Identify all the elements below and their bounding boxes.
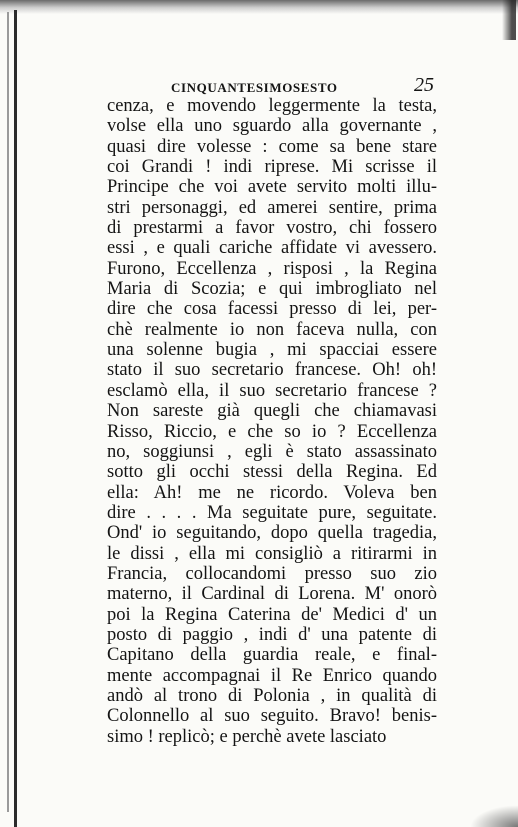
page-spine-inner-edge	[7, 12, 9, 812]
text-line: esclamò ella, il suo secretario francese ?	[107, 380, 437, 401]
text-line: una solenne bugia , mi spacciai essere	[107, 340, 437, 361]
text-line: stri personaggi, ed amerei sentire, prima	[107, 197, 437, 218]
page-number: 25	[414, 74, 434, 96]
page-spine-edge	[14, 10, 17, 827]
running-head: CINQUANTESIMOSESTO	[171, 80, 338, 95]
text-line: di prestarmi a favor vostro, chi fossero	[107, 218, 437, 239]
text-line: Francia, collocandomi presso suo zio	[107, 563, 437, 584]
text-line: coi Grandi ! indi riprese. Mi scrisse il	[107, 157, 437, 178]
scan-top-shadow	[0, 0, 518, 14]
text-line: ella: Ah! me ne ricordo. Voleva ben	[107, 482, 437, 503]
text-line: cenza, e movendo leggermente la testa,	[107, 96, 437, 116]
text-line: quasi dire volesse : come sa bene stare	[107, 136, 437, 157]
text-line: sotto gli occhi stessi della Regina. Ed	[107, 462, 437, 483]
scan-corner-shadow-bottom-right	[470, 805, 518, 827]
text-line: Capitano della guardia reale, e final-	[107, 645, 437, 666]
text-line: andò al trono di Polonia , in qualità di	[107, 685, 437, 706]
text-line: Principe che voi avete servito molti illu-	[107, 177, 437, 198]
text-line: stato il suo secretario francese. Oh! oh!	[107, 360, 437, 381]
text-line: Maria di Scozia; e qui imbrogliato nel	[107, 279, 437, 300]
text-line: essi , e quali cariche affidate vi avessero.	[107, 238, 437, 259]
text-line: le dissi , ella mi consigliò a ritirarmi in	[107, 543, 437, 564]
text-line: no, soggiunsi , egli è stato assassinato	[107, 441, 437, 462]
text-line: mente accompagnai il Re Enrico quando	[107, 665, 437, 686]
text-line: materno, il Cardinal di Lorena. M' onorò	[107, 584, 437, 605]
text-line: posto di paggio , indi d' una patente di	[107, 624, 437, 645]
text-line: simo ! replicò; e perchè avete lasciato	[107, 726, 387, 747]
body-text	[107, 96, 437, 747]
text-line: poi la Regina Caterina de' Medici d' un	[107, 604, 437, 625]
text-line: Colonnello al suo seguito. Bravo! benis-	[107, 706, 437, 727]
text-line: chè realmente io non faceva nulla, con	[107, 319, 437, 340]
text-line: dire che cosa facessi presso di lei, per-	[107, 299, 437, 320]
text-line: Furono, Eccellenza , risposi , la Regina	[107, 258, 437, 279]
text-line: volse ella uno sguardo alla governante ,	[107, 116, 437, 137]
text-line: dire . . . . Ma seguitate pure, seguitate.	[107, 502, 437, 523]
text-line: Ond' io seguitando, dopo quella tragedia,	[107, 523, 437, 544]
scan-corner-shadow-top-right	[502, 0, 516, 40]
text-line: Non sareste già quegli che chiamavasi	[107, 401, 437, 422]
text-line: Risso, Riccio, e che so io ? Eccellenza	[107, 421, 437, 442]
